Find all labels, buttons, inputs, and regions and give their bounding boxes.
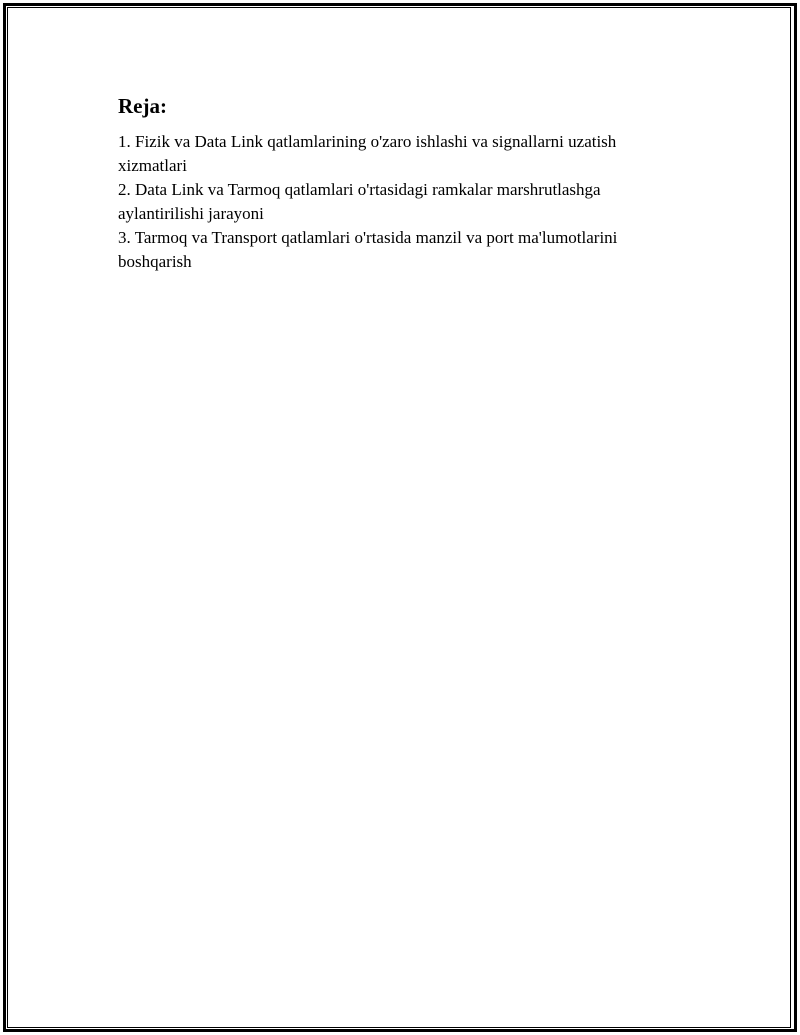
plan-item-3: 3. Tarmoq va Transport qatlamlari o'rtasida manzil va port ma'lumotlarini boshqarish bbox=[118, 228, 618, 271]
plan-item-2: 2. Data Link va Tarmoq qatlamlari o'rtasidagi ramkalar marshrutlashga aylantirilishi jarayoni bbox=[118, 180, 601, 223]
plan-item-1: 1. Fizik va Data Link qatlamlarining o'zaro ishlashi va signallarni uzatish xizmatlari bbox=[118, 132, 617, 175]
document-content bbox=[118, 92, 678, 274]
plan-heading: Reja: bbox=[118, 94, 167, 118]
plan-list bbox=[118, 130, 678, 274]
